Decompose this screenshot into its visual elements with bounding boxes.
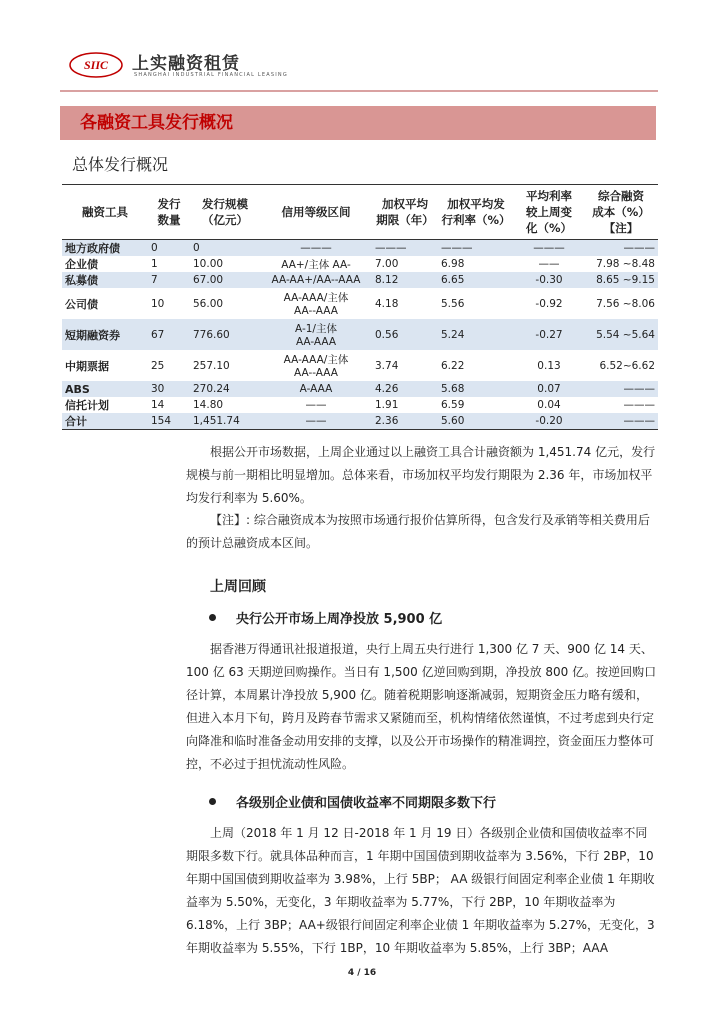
table-cell-term: 8.12 — [372, 272, 438, 288]
table-cell-term: 4.26 — [372, 381, 438, 397]
table-cell-name: 信托计划 — [65, 399, 109, 412]
table-cell-term: ——— — [372, 240, 438, 257]
table-row — [62, 319, 658, 350]
table-cell-change: -0.27 — [514, 319, 584, 350]
bullet-icon — [209, 614, 216, 621]
page-number: 4 / 16 — [347, 968, 377, 978]
table-cell-rating: A-AAA — [260, 381, 372, 397]
table-cell-rate: 6.22 — [441, 359, 465, 372]
table-header-cell: 信用等级区间 — [260, 185, 372, 240]
table-cell-rating: —— — [260, 413, 372, 430]
table-cell-change: -0.92 — [535, 297, 563, 310]
table-cell-name: 私募债 — [62, 272, 148, 288]
table-cell-name: 企业债 — [65, 258, 98, 271]
table-cell-term: 3.74 — [375, 359, 399, 372]
table-cell-cost: 5.54 ~5.64 — [584, 319, 658, 350]
table-cell-rate: 5.24 — [438, 319, 514, 350]
table-cell-term: 7.00 — [375, 258, 399, 270]
table-row — [62, 272, 658, 288]
table-cell-cost: ——— — [623, 399, 655, 411]
table-cell-count: 10 — [151, 297, 165, 310]
table-cell-name: ABS — [62, 381, 148, 397]
document-header — [60, 44, 664, 88]
table-cell-rate: ——— — [438, 240, 514, 257]
table-cell-change: ——— — [514, 240, 584, 257]
company-name-en: SHANGHAI INDUSTRIAL FINANCIAL LEASING — [134, 72, 288, 78]
table-header-row — [62, 185, 658, 240]
table-cell-change: 0.07 — [514, 381, 584, 397]
table-cell-rate: 5.56 — [441, 297, 465, 310]
table-cell-rating: A-1/主体 AA-AAA — [260, 319, 372, 350]
table-row — [62, 413, 658, 430]
table-cell-scale: 67.00 — [190, 272, 260, 288]
table-cell-rate: 6.59 — [441, 399, 465, 411]
subsection-title: 总体发行概况 — [72, 155, 169, 174]
table-cell-rating: AA-AAA/主体 AA--AAA — [283, 292, 349, 317]
table-header-cell: 加权平均发 行利率（%） — [438, 185, 514, 240]
header-divider — [60, 90, 658, 92]
table-cell-scale: 14.80 — [193, 399, 224, 411]
table-cell-scale: 0 — [190, 240, 260, 257]
table-cell-scale: 1,451.74 — [190, 413, 260, 430]
table-cell-rating: ——— — [260, 240, 372, 257]
table-cell-change: -0.20 — [514, 413, 584, 430]
table-row — [62, 397, 658, 413]
table-header-cell: 发行 数量 — [148, 185, 190, 240]
table-cell-count: 30 — [148, 381, 190, 397]
table-cell-count: 7 — [148, 272, 190, 288]
table-cell-rate: 5.60 — [438, 413, 514, 430]
table-cell-term: 1.91 — [375, 399, 399, 411]
table-row — [62, 256, 658, 272]
table-cell-change: 0.13 — [537, 359, 561, 372]
table-cell-rate: 5.68 — [438, 381, 514, 397]
table-cell-scale: 257.10 — [193, 359, 230, 372]
table-cell-cost: ——— — [584, 381, 658, 397]
table-cell-scale: 776.60 — [190, 319, 260, 350]
table-cell-name: 公司债 — [65, 297, 98, 311]
bullet-title-2: 各级别企业债和国债收益率不同期限多数下行 — [236, 796, 497, 811]
bullet-text-2: 上周（2018 年 1 月 12 日-2018 年 1 月 19 日）各级别企业债和国债收益率不同期限多数下行。就具体品种而言，1 年期中国国债到期收益率为 3.56%，下行 2BP，10 年期中国国债到期收益率为 3.98%，上行 5BP； AA 级银行间固定利率企业债 1 年期收益率为 5.50%，无变化，3 年期收益率为 5.77%，下行 2BP，10 年期收益率为 6.18%，上行 3BP；AA+级银行间固定利率企业债 1 年期收益率为 5.27%，无变化，3 年期收益率为 5.55%，下行 1BP，10 年期收益率为 5.85%，上行 3BP；AAA — [186, 826, 655, 955]
summary-paragraph: 根据公开市场数据，上周企业通过以上融资工具合计融资额为 1,451.74 亿元，发行规模与前一期相比明显增加。总体来看，市场加权平均发行期限为 2.36 年，市场加权平均发行利率为 5.60%。 — [186, 445, 656, 505]
table-cell-cost: 6.52~6.62 — [599, 359, 655, 372]
table-cell-count: 1 — [151, 258, 158, 270]
table-cell-term: 2.36 — [372, 413, 438, 430]
table-cell-cost: 7.98 ~8.48 — [596, 258, 655, 270]
table-cell-change: 0.04 — [537, 399, 561, 411]
table-header-cell: 综合融资 成本（%） 【注】 — [584, 185, 658, 240]
issuance-table — [62, 184, 658, 430]
table-cell-scale: 10.00 — [193, 258, 224, 270]
table-row — [62, 381, 658, 397]
table-cell-rating: —— — [305, 399, 327, 411]
table-cell-rating: AA-AA+/AA--AAA — [260, 272, 372, 288]
table-cell-name: 短期融资券 — [62, 319, 148, 350]
table-cell-rating: AA+/主体 AA- — [281, 258, 351, 271]
table-header-cell: 融资工具 — [62, 185, 148, 240]
table-cell-change: -0.30 — [514, 272, 584, 288]
bullet-title-1: 央行公开市场上周净投放 5,900 亿 — [236, 612, 443, 627]
table-cell-rating: AA-AAA/主体 AA--AAA — [283, 354, 349, 379]
table-cell-count: 25 — [151, 359, 165, 372]
review-heading: 上周回顾 — [210, 579, 266, 595]
table-cell-cost: 7.56 ~8.06 — [596, 297, 655, 310]
table-cell-count: 14 — [151, 399, 165, 411]
section-title: 各融资工具发行概况 — [60, 106, 656, 140]
company-name-cn: 上实融资租赁 — [132, 54, 240, 74]
table-header-cell: 加权平均 期限（年） — [372, 185, 438, 240]
table-cell-change: —— — [538, 258, 560, 270]
table-cell-cost: ——— — [584, 240, 658, 257]
table-cell-scale: 270.24 — [190, 381, 260, 397]
table-row — [62, 350, 658, 381]
table-header-cell: 发行规模 （亿元） — [190, 185, 260, 240]
table-cell-cost: 8.65 ~9.15 — [584, 272, 658, 288]
table-cell-scale: 56.00 — [193, 297, 224, 310]
table-cell-rate: 6.98 — [441, 258, 465, 270]
table-cell-count: 154 — [148, 413, 190, 430]
bullet-text-1: 据香港万得通讯社报道报道，央行上周五央行进行 1,300 亿 7 天、900 亿 14 天、100 亿 63 天期逆回购操作。当日有 1,500 亿逆回购到期，净投放 800 亿。按逆回购口径计算，本周累计净投放 5,900 亿。随着税期影响逐渐减弱，短期资金压力略有缓和，但进入本月下旬，跨月及跨春节需求又紧随而至，机构情绪依然谨慎，不过考虑到央行定向降准和临时准备金动用安排的支撑，以及公开市场操作的精准调控，资金面压力整体可控，不必过于担忧流动性风险。 — [186, 642, 657, 771]
table-row — [62, 240, 658, 257]
table-cell-cost: ——— — [584, 413, 658, 430]
svg-text:SIIC: SIIC — [83, 58, 109, 72]
table-cell-term: 4.18 — [375, 297, 399, 310]
table-row — [62, 288, 658, 319]
table-cell-term: 0.56 — [372, 319, 438, 350]
table-cell-name: 地方政府债 — [62, 240, 148, 257]
note-paragraph: 【注】: 综合融资成本为按照市场通行报价估算所得，包含发行及承销等相关费用后的预计总融资成本区间。 — [186, 513, 650, 550]
table-cell-name: 中期票据 — [65, 359, 109, 373]
siic-logo-icon — [68, 50, 124, 80]
table-body — [62, 240, 658, 430]
bullet-icon — [209, 798, 216, 805]
table-cell-rate: 6.65 — [438, 272, 514, 288]
table-cell-count: 67 — [148, 319, 190, 350]
table-cell-name: 合计 — [62, 413, 148, 430]
table-header-cell: 平均利率 较上周变 化（%） — [514, 185, 584, 240]
table-cell-count: 0 — [148, 240, 190, 257]
